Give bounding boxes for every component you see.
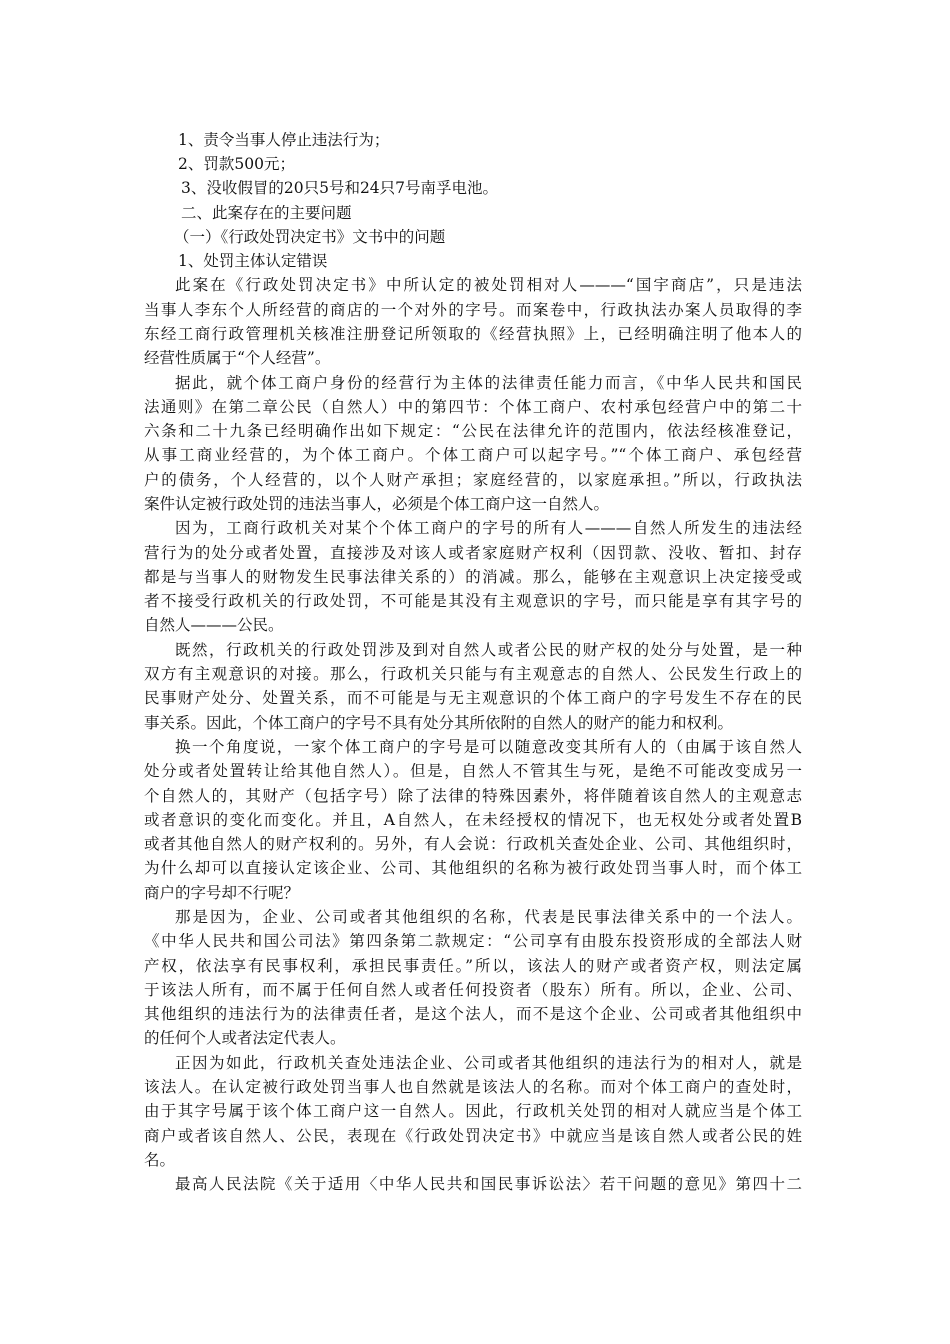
list-item-3: 3、没收假冒的20只5号和24只7号南孚电池。 — [181, 179, 499, 197]
paragraph-line: 者不接受行政机关的行政处罚，不可能是其没有主观意识的字号，而只能是享有其字号的 — [144, 592, 802, 610]
paragraph-line: 那是因为，企业、公司或者其他组织的名称，代表是民事法律关系中的一个法人。 — [175, 908, 802, 926]
paragraph-line: 都是与当事人的财物发生民事法律关系的）的消减。那么，能够在主观意识上决定接受或 — [144, 568, 802, 586]
paragraph-line: 经营性质属于“个人经营”。 — [144, 349, 331, 367]
paragraph-line: 最高人民法院《关于适用〈中华人民共和国民事诉讼法〉若干问题的意见》第四十二 — [175, 1175, 802, 1193]
point-heading: 1、处罚主体认定错误 — [178, 252, 328, 270]
paragraph-line: 法通则》在第二章公民（自然人）中的第四节：个体工商户、农村承包经营户中的第二十 — [144, 398, 802, 416]
paragraph-line: 为什么却可以直接认定该企业、公司、其他组织的名称为被行政处罚当事人时，而个体工 — [144, 859, 802, 877]
paragraph-line: 由于其字号属于该个体工商户这一自然人。因此，行政机关处罚的相对人就应当是个体工 — [144, 1102, 802, 1120]
paragraph-line: 民事财产处分、处置关系，而不可能是与无主观意识的个体工商户的字号发生不存在的民 — [144, 689, 802, 707]
paragraph-line: 户的债务，个人经营的，以个人财产承担；家庭经营的，以家庭承担。”所以，行政执法 — [144, 471, 802, 489]
paragraph-line: 名。 — [144, 1151, 176, 1169]
paragraph-line: 既然，行政机关的行政处罚涉及到对自然人或者公民的财产权的处分与处置，是一种 — [175, 641, 802, 659]
paragraph-line: 于该法人所有，而不属于任何自然人或者任何投资者（股东）所有。所以，企业、公司、 — [144, 981, 802, 999]
paragraph-line: 东经工商行政管理机关核准注册登记所领取的《经营执照》上，已经明确注明了他本人的 — [144, 325, 802, 343]
section-heading: 二、此案存在的主要问题 — [181, 204, 352, 222]
paragraph-line: 或者其他自然人的财产权利的。另外，有人会说：行政机关查处企业、公司、其他组织时， — [144, 835, 802, 853]
paragraph-line: 《中华人民共和国公司法》第四条第二款规定：“公司享有由股东投资形成的全部法人财 — [144, 932, 802, 950]
paragraph-line: 营行为的处分或者处置，直接涉及对该人或者家庭财产权利（因罚款、没收、暂扣、封存 — [144, 544, 802, 562]
paragraph-line: 六条和二十九条已经明确作出如下规定：“公民在法律允许的范围内，依法经核准登记， — [144, 422, 802, 440]
paragraph-line: 据此，就个体工商户身份的经营行为主体的法律责任能力而言，《中华人民共和国民 — [175, 374, 802, 392]
paragraph-line: 从事工商业经营的，为个体工商户。个体工商户可以起字号。”“个体工商户、承包经营 — [144, 446, 802, 464]
paragraph-line: 产权，依法享有民事权利，承担民事责任。”所以，该法人的财产或者资产权，则法定属 — [144, 957, 802, 975]
list-item-2: 2、罚款500元； — [178, 155, 295, 173]
paragraph-line: 商户的字号却不行呢？ — [144, 884, 300, 902]
paragraph-line: 自然人———公民。 — [144, 616, 284, 634]
paragraph-line: 个自然人的，其财产（包括字号）除了法律的特殊因素外，将伴随着该自然人的主观意志 — [144, 787, 802, 805]
paragraph-line: 此案在《行政处罚决定书》中所认定的被处罚相对人———“国宇商店”，只是违法 — [175, 276, 802, 294]
paragraph-line: 的任何个人或者法定代表人。 — [144, 1029, 346, 1047]
paragraph-line: 商户或者该自然人、公民，表现在《行政处罚决定书》中就应当是该自然人或者公民的姓 — [144, 1127, 802, 1145]
paragraph-line: 其他组织的违法行为的法律责任者，是这个法人，而不是这个企业、公司或者其他组织中 — [144, 1005, 802, 1023]
paragraph-line: 处分或者处置转让给其他自然人）。但是，自然人不管其生与死，是绝不可能改变成另一 — [144, 762, 802, 780]
paragraph-line: 双方有主观意识的对接。那么，行政机关只能与有主观意志的自然人、公民发生行政上的 — [144, 665, 802, 683]
paragraph-line: 换一个角度说，一家个体工商户的字号是可以随意改变其所有人的（由属于该自然人 — [175, 738, 802, 756]
paragraph-line: 当事人李东个人所经营的商店的一个对外的字号。而案卷中，行政执法办案人员取得的李 — [144, 301, 802, 319]
paragraph-line: 案件认定被行政处罚的违法当事人，必须是个体工商户这一自然人。 — [144, 495, 610, 513]
paragraph-line: 或者意识的变化而变化。并且，A自然人，在未经授权的情况下，也无权处分或者处置B — [144, 811, 802, 829]
paragraph-line: 正因为如此，行政机关查处违法企业、公司或者其他组织的违法行为的相对人，就是 — [175, 1054, 802, 1072]
list-item-1: 1、责令当事人停止违法行为； — [178, 131, 390, 149]
paragraph-line: 事关系。因此，个体工商户的字号不具有处分其所依附的自然人的财产的能力和权利。 — [144, 714, 734, 732]
paragraph-line: 该法人。在认定被行政处罚当事人也自然就是该法人的名称。而对个体工商户的查处时， — [144, 1078, 802, 1096]
paragraph-line: 因为，工商行政机关对某个个体工商户的字号的所有人———自然人所发生的违法经 — [175, 519, 802, 537]
subsection-heading: （一）《行政处罚决定书》文书中的问题 — [174, 228, 446, 246]
